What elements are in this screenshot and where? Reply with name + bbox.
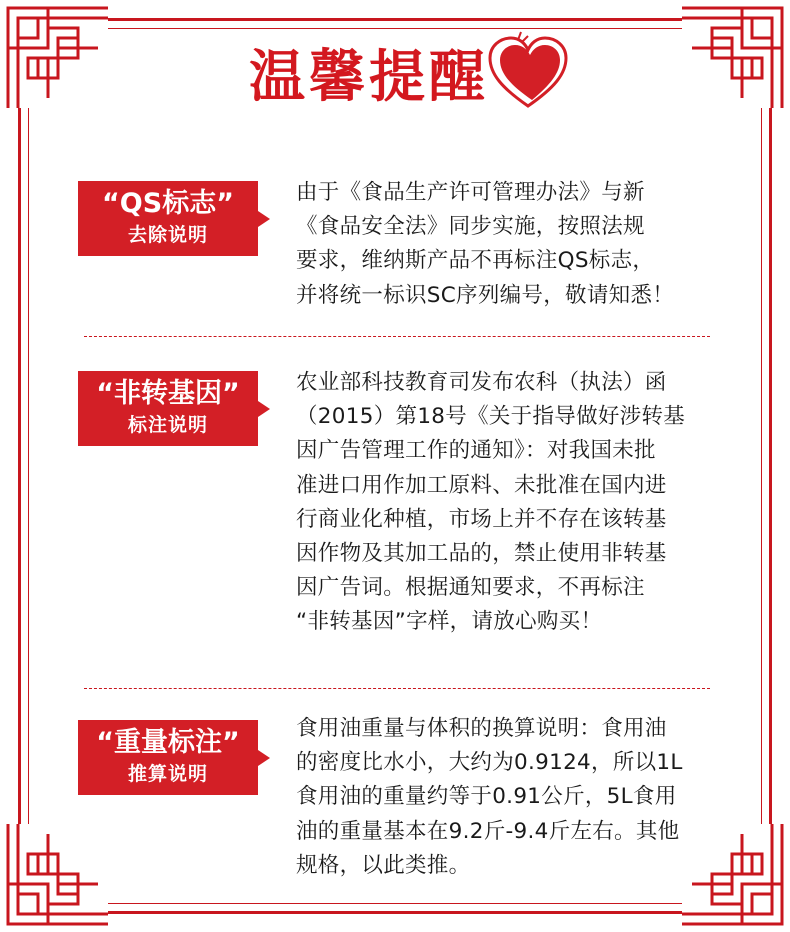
text-line: 食用油重量与体积的换算说明：食用油 xyxy=(296,716,667,741)
text-line: 要求，维纳斯产品不再标注QS标志， xyxy=(296,248,655,274)
text-line: （2015）第18号《关于指导做好涉转基 xyxy=(296,404,686,430)
non-gmo-description xyxy=(296,366,736,640)
non-gmo-label-badge xyxy=(78,371,258,446)
text-line: 准进口用作加工原料、未批准在国内进 xyxy=(296,472,667,498)
weight-label-title: “重量标注” xyxy=(96,727,240,758)
text-line: 《食品安全法》同步实施，按照法规 xyxy=(296,214,645,240)
qs-label-badge xyxy=(78,181,258,256)
text-line: 食用油的重量约等于0.91公斤，5L食用 xyxy=(296,784,677,810)
text-line: 农业部科技教育司发布农科（执法）函 xyxy=(296,370,667,395)
weight-label-badge xyxy=(78,720,258,795)
text-line: 行商业化种植，市场上并不存在该转基 xyxy=(296,506,667,532)
section-divider xyxy=(84,688,710,689)
text-line: “非转基因”字样，请放心购买！ xyxy=(296,609,603,635)
non-gmo-label-subtitle: 标注说明 xyxy=(127,414,208,436)
text-line: 因作物及其加工品的，禁止使用非转基 xyxy=(296,541,667,567)
weight-description xyxy=(296,712,736,883)
text-line: 油的重量基本在9.2斤-9.4斤左右。其他 xyxy=(296,818,680,844)
text-line: 并将统一标识SC序列编号，敬请知悉！ xyxy=(296,282,675,308)
text-line: 规格，以此类推。 xyxy=(296,852,471,878)
qs-description xyxy=(296,176,736,313)
qs-label-title: “QS标志” xyxy=(102,188,234,219)
page-title xyxy=(0,38,790,118)
text-line: 由于《食品生产许可管理办法》与新 xyxy=(296,180,645,205)
text-line: 因广告词。根据通知要求，不再标注 xyxy=(296,575,645,601)
weight-label-subtitle: 推算说明 xyxy=(127,763,208,785)
heart-icon xyxy=(482,30,574,112)
text-line: 的密度比水小，大约为0.9124，所以1L xyxy=(296,750,683,776)
page-title-text: 温馨提醒 xyxy=(249,45,489,110)
non-gmo-label-title: “非转基因” xyxy=(96,378,240,409)
qs-label-subtitle: 去除说明 xyxy=(127,224,208,246)
section-divider xyxy=(84,336,710,337)
text-line: 因广告管理工作的通知》：对我国未批 xyxy=(296,438,656,464)
corner-ornament-bottom-left xyxy=(0,822,110,932)
